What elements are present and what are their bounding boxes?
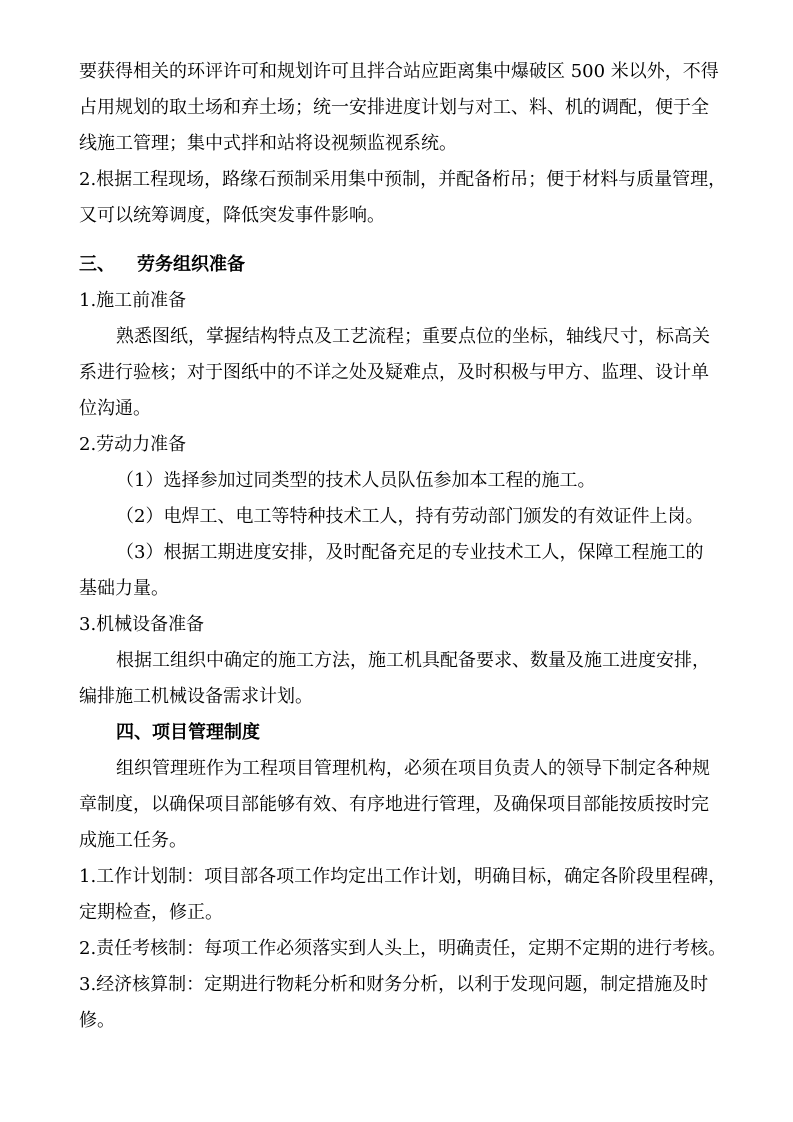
paragraph-line: 章制度，以确保项目部能够有效、有序地进行管理，及确保项目部能按质按时完 [79,794,709,815]
paragraph-line: 2.根据工程现场，路缘石预制采用集中预制，并配备桁吊；便于材料与质量管理， [79,169,727,190]
paragraph-line: 熟悉图纸，掌握结构特点及工艺流程；重要点位的坐标，轴线尺寸，标高关 [116,326,710,347]
list-item: 定期检查，修正。 [79,902,223,923]
paragraph-line: 基础力量。 [79,578,169,599]
paragraph-line: 系进行验核；对于图纸中的不详之处及疑难点，及时积极与甲方、监理、设计单 [79,362,709,383]
subsection-heading: 1.施工前准备 [79,290,187,311]
subsection-heading: 3.机械设备准备 [79,614,205,635]
paragraph-line: 成施工任务。 [79,830,187,851]
subsection-heading: 2.劳动力准备 [79,434,187,455]
section-title: 劳务组织准备 [137,254,245,275]
paragraph-line: 位沟通。 [79,398,151,419]
list-item: 修。 [79,1010,115,1031]
section-heading [79,252,245,278]
paragraph-line: 根据工组织中确定的施工方法，施工机具配备要求、数量及施工进度安排， [116,650,710,671]
list-item: （3）根据工期进度安排，及时配备充足的专业技术工人，保障工程施工的 [116,542,704,563]
paragraph-line: 又可以统筹调度，降低突发事件影响。 [79,205,385,226]
paragraph-line: 组织管理班作为工程项目管理机构，必须在项目负责人的领导下制定各种规 [116,758,710,779]
paragraph-line: 线施工管理；集中式拌和站将设视频监视系统。 [79,133,457,154]
list-item: （1）选择参加过同类型的技术人员队伍参加本工程的施工。 [116,470,596,491]
list-item: 2.责任考核制：每项工作必须落实到人头上，明确责任，定期不定期的进行考核。 [79,938,727,959]
section-number: 三、 [79,254,115,275]
paragraph-line: 要获得相关的环评许可和规划许可且拌合站应距离集中爆破区 500 米以外，不得 [79,61,719,82]
paragraph-line: 编排施工机械设备需求计划。 [79,686,313,707]
list-item: （2）电焊工、电工等特种技术工人，持有劳动部门颁发的有效证件上岗。 [116,506,704,527]
section-heading: 四、项目管理制度 [116,722,260,743]
paragraph-line: 占用规划的取土场和弃土场；统一安排进度计划与对工、料、机的调配，便于全 [79,97,709,118]
list-item: 1.工作计划制：项目部各项工作均定出工作计划，明确目标，确定各阶段里程碑， [79,866,727,887]
list-item: 3.经济核算制：定期进行物耗分析和财务分析，以利于发现问题，制定措施及时 [79,974,709,995]
